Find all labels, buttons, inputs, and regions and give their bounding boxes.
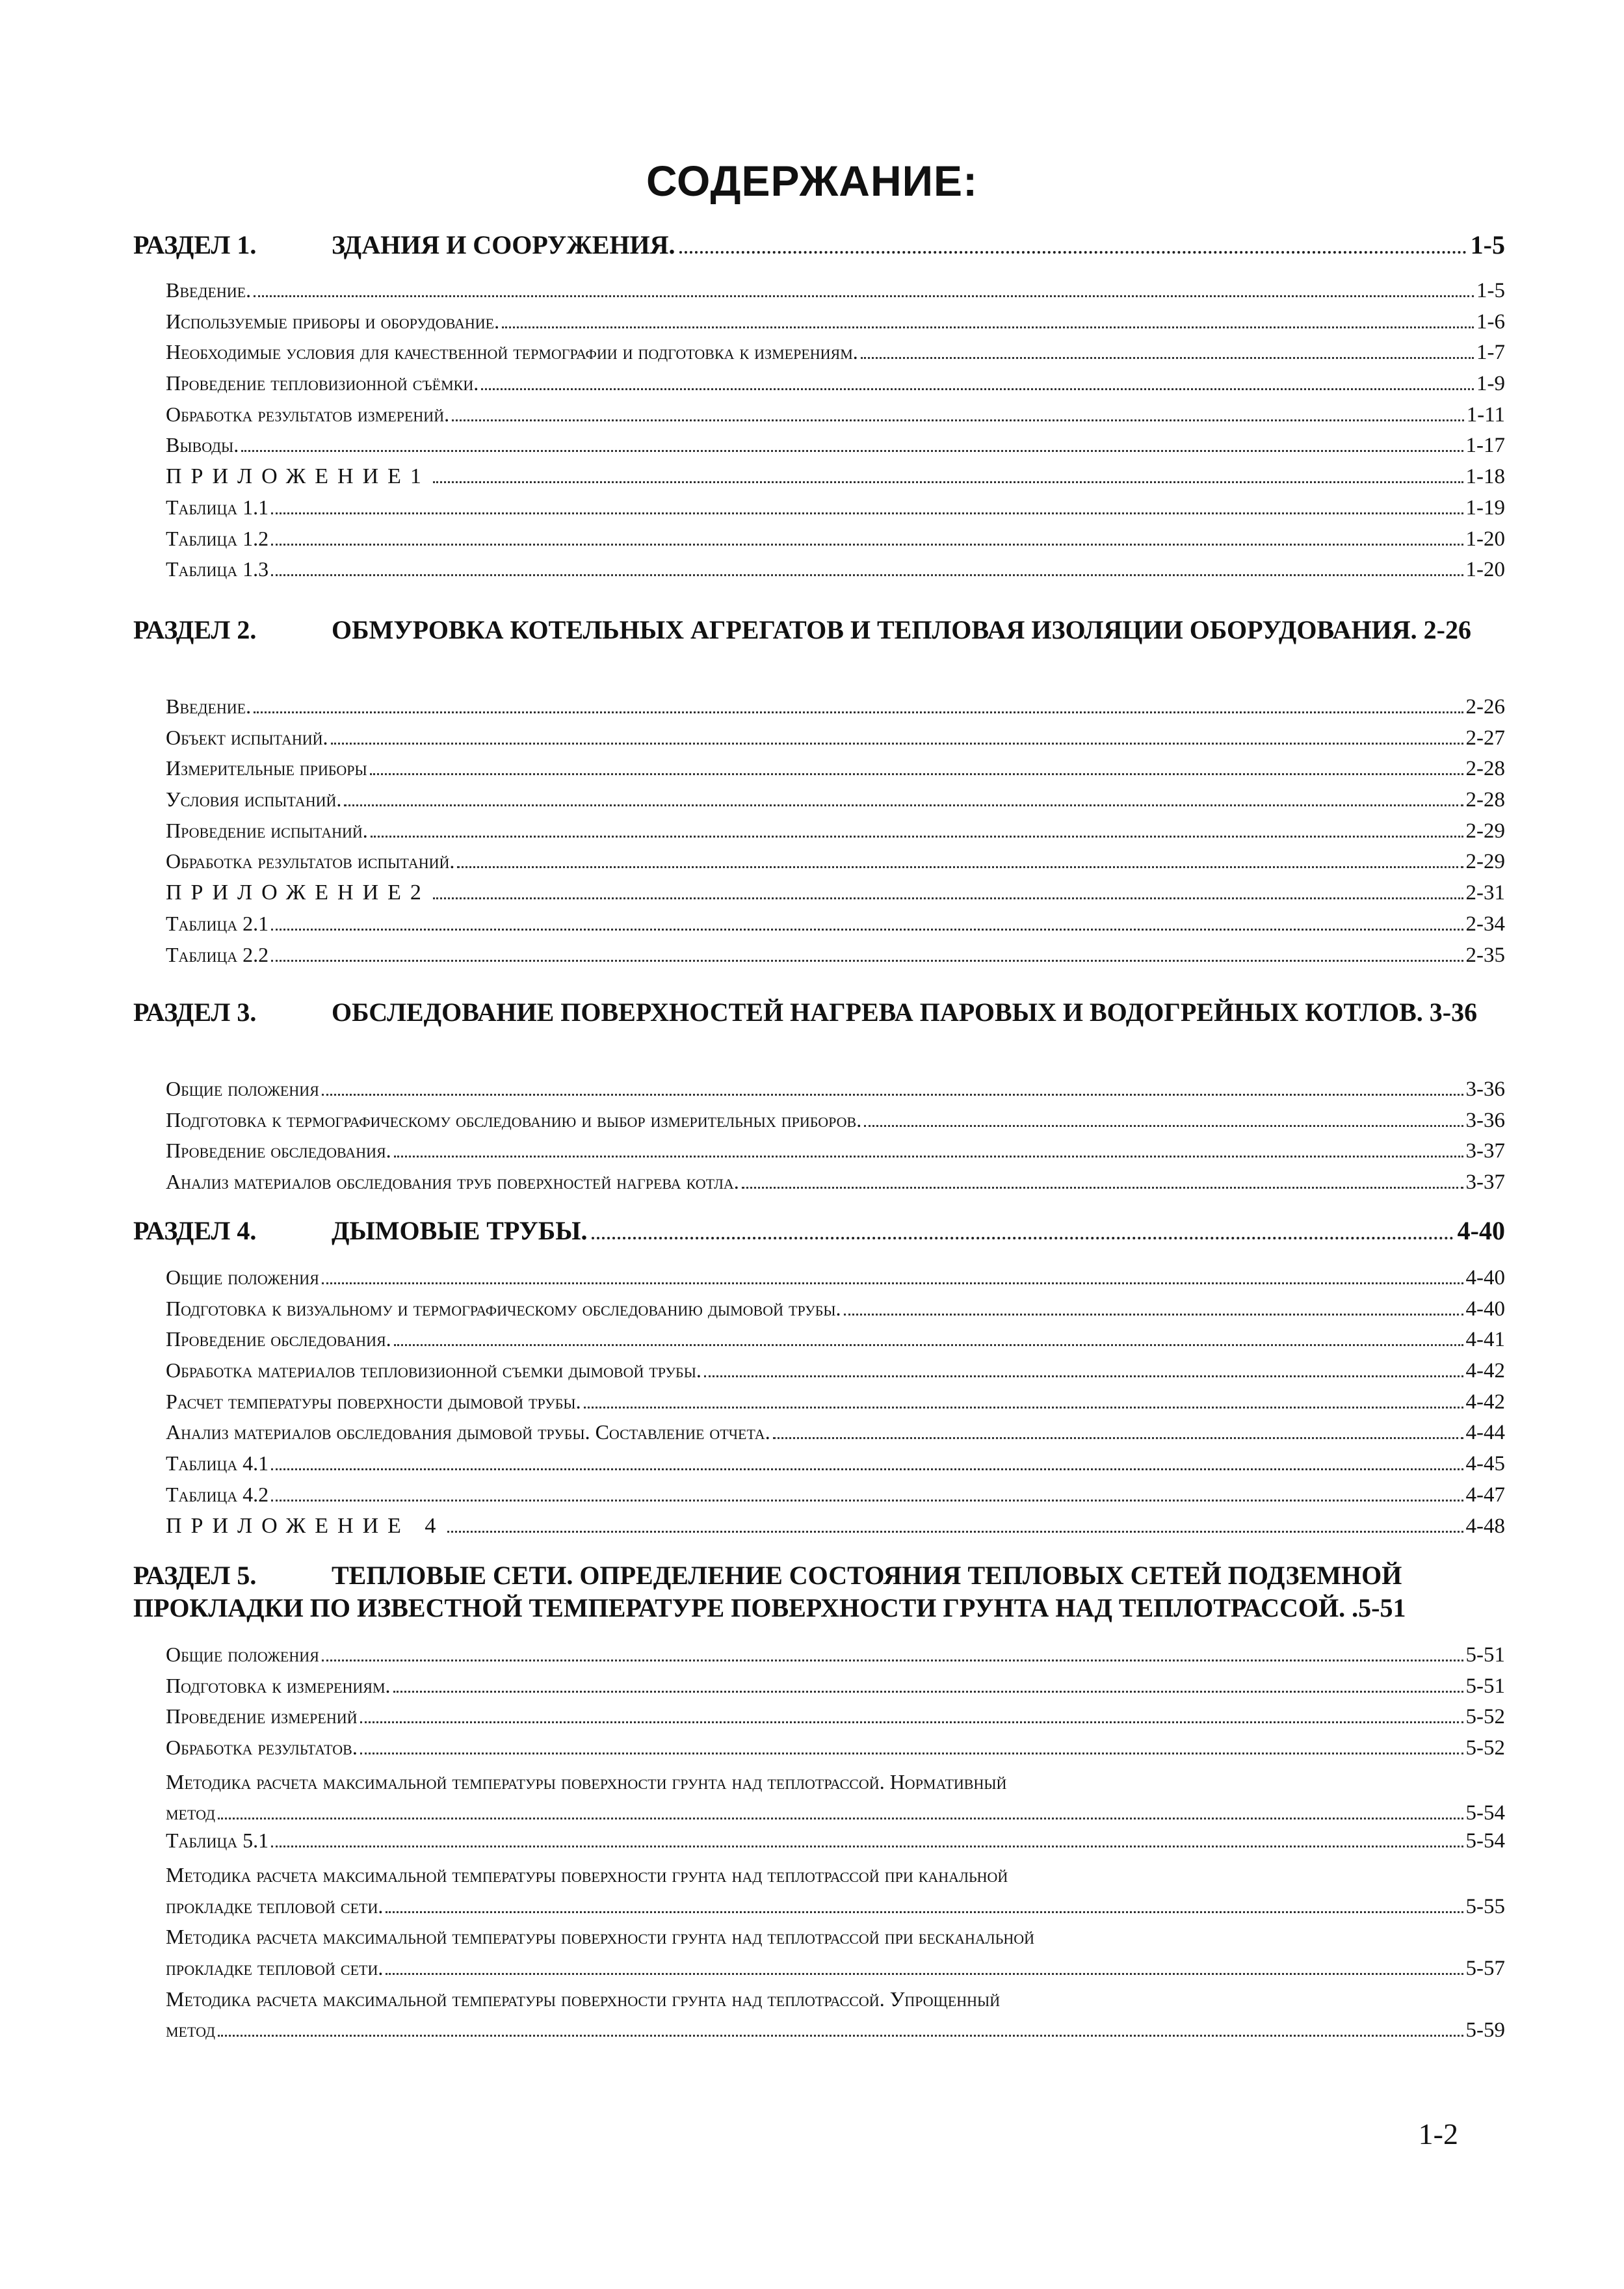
entry-title: Таблица 5.1 [166, 1829, 269, 1853]
dot-leader [502, 326, 1474, 328]
section-number: РАЗДЕЛ 4. [133, 1216, 257, 1245]
entry-title: Общие положения [166, 1077, 319, 1100]
entry-page: 3-37 [1465, 1171, 1505, 1195]
dot-leader [322, 1660, 1463, 1661]
entry-title: Проведение обследования. [166, 1327, 391, 1351]
entry-page: 3-37 [1465, 1139, 1505, 1163]
entry-page: 5-51 [1465, 1674, 1505, 1698]
entry-title: Проведение измерений [166, 1704, 358, 1728]
entry-title: Общие положения [166, 1265, 319, 1289]
entry-page: 4-40 [1465, 1297, 1505, 1321]
section-title: ЗДАНИЯ И СООРУЖЕНИЯ. [332, 230, 675, 259]
dot-leader [447, 1531, 1463, 1533]
entry-page: 4-44 [1465, 1421, 1505, 1445]
toc-entry[interactable] [166, 1108, 1505, 1139]
dot-leader [679, 229, 1467, 254]
dot-leader [271, 1500, 1463, 1502]
entry-page: 3-36 [1465, 1108, 1505, 1132]
toc-entry[interactable] [166, 527, 1505, 558]
toc-entry[interactable] [166, 1514, 1505, 1545]
page-number: 1-2 [1418, 2117, 1458, 2150]
toc-entry[interactable] [166, 787, 1505, 819]
toc-entry[interactable] [166, 340, 1505, 371]
dot-leader [393, 1691, 1463, 1693]
section-title: ОБМУРОВКА КОТЕЛЬНЫХ АГРЕГАТОВ И ТЕПЛОВАЯ ИЗОЛЯЦИИ ОБОРУДОВАНИЯ. 2-26 [332, 615, 1471, 644]
entry-title: Таблица 1.3 [166, 557, 269, 581]
entry-title: Подготовка к термографическому обследованию и выбор измерительных приборов. [166, 1107, 862, 1131]
dot-leader [844, 1314, 1463, 1316]
toc-entry[interactable] [166, 1829, 1505, 1860]
entry-title: Таблица 2.1 [166, 911, 269, 935]
entry-page: 4-48 [1465, 1514, 1505, 1538]
entry-page: 1-18 [1465, 465, 1505, 489]
toc-entry[interactable] [166, 371, 1505, 403]
toc-entry[interactable] [166, 726, 1505, 757]
toc-entry[interactable] [166, 849, 1505, 880]
toc-entry[interactable] [166, 1674, 1505, 1705]
entry-page: 5-57 [1465, 1956, 1505, 1980]
toc-entry[interactable] [166, 496, 1505, 527]
entry-title: ПРИЛОЖЕНИЕ1 [166, 464, 430, 489]
dot-leader [742, 1187, 1463, 1189]
entry-page: 5-54 [1465, 1829, 1505, 1853]
section-heading-4[interactable] [133, 1215, 1505, 1247]
entry-page: 4-40 [1465, 1266, 1505, 1290]
entry-page: 4-45 [1465, 1452, 1505, 1476]
toc-entry[interactable] [166, 557, 1505, 589]
toc-entry[interactable] [166, 912, 1505, 943]
toc-entry[interactable] [166, 1139, 1505, 1170]
section-heading-5[interactable] [133, 1559, 1505, 1624]
dot-leader [452, 419, 1464, 421]
section-number: РАЗДЕЛ 5. [133, 1561, 257, 1590]
entry-page: 3-36 [1465, 1078, 1505, 1101]
dot-leader [861, 357, 1474, 359]
dot-leader [360, 1721, 1463, 1723]
entry-title: ПРИЛОЖЕНИЕ 4 [166, 1513, 445, 1538]
entry-title-line1: Методика расчета максимальной температуры поверхности грунта над теплотрассой. Упрощенный [166, 1987, 1001, 2011]
dot-leader [371, 836, 1463, 838]
entry-title: Подготовка к визуальному и термографическому обследованию дымовой трубы. [166, 1296, 841, 1320]
dot-leader [218, 1818, 1463, 1819]
section-number: РАЗДЕЛ 1. [133, 230, 257, 259]
toc-entry[interactable] [166, 1451, 1505, 1483]
section-title: ОБСЛЕДОВАНИЕ ПОВЕРХНОСТЕЙ НАГРЕВА ПАРОВЫХ И ВОДОГРЕЙНЫХ КОТЛОВ. 3-36 [332, 998, 1478, 1027]
dot-leader [344, 804, 1463, 806]
entry-title: Обработка материалов тепловизионной съемки дымовой трубы. [166, 1358, 701, 1383]
dot-leader [254, 295, 1474, 297]
entry-page: 2-35 [1465, 943, 1505, 967]
dot-leader [433, 481, 1463, 483]
toc-entry[interactable] [166, 1767, 1505, 1829]
entry-page: 4-42 [1465, 1390, 1505, 1414]
entry-title-line1: Методика расчета максимальной температуры поверхности грунта над теплотрассой. Нормативный [166, 1769, 1007, 1793]
dot-leader [322, 1282, 1463, 1284]
entry-title: Таблица 4.2 [166, 1482, 269, 1506]
entry-title-line1: Методика расчета максимальной температуры поверхности грунта над теплотрассой при бесканальной [166, 1925, 1035, 1949]
entry-page: 1-17 [1465, 434, 1505, 458]
entry-title: метод [166, 2018, 215, 2042]
entry-page: 2-29 [1465, 850, 1505, 874]
toc-entry[interactable] [166, 1077, 1505, 1108]
toc-entry[interactable] [166, 819, 1505, 850]
dot-leader [218, 2035, 1463, 2037]
entry-page: 1-20 [1465, 558, 1505, 582]
entry-title: метод [166, 1801, 215, 1825]
entry-title: Условия испытаний. [166, 787, 342, 812]
dot-leader [271, 1468, 1463, 1470]
toc-entry[interactable] [166, 310, 1505, 341]
dot-leader [394, 1344, 1463, 1346]
section-4-entries [166, 1265, 1505, 1544]
entry-title: Измерительные приборы [166, 756, 367, 780]
dot-leader [394, 1156, 1463, 1158]
toc-entry[interactable] [166, 1922, 1505, 1983]
entry-page: 1-5 [1476, 279, 1505, 302]
toc-entry[interactable] [166, 1704, 1505, 1736]
entry-page: 2-26 [1465, 695, 1505, 719]
section-heading-3[interactable] [133, 996, 1505, 1029]
dot-leader [481, 388, 1474, 390]
dot-leader [360, 1753, 1463, 1754]
toc-entry[interactable] [166, 1358, 1505, 1390]
dot-leader [322, 1094, 1463, 1096]
dot-leader [864, 1125, 1463, 1127]
entry-page: 2-29 [1465, 819, 1505, 843]
dot-leader [241, 450, 1463, 452]
entry-page: 2-31 [1465, 881, 1505, 905]
section-page: 1-5 [1470, 230, 1505, 259]
entry-page: 5-54 [1465, 1801, 1505, 1825]
toc-entry[interactable] [166, 1297, 1505, 1328]
entry-page: 5-51 [1465, 1643, 1505, 1667]
toc-entry[interactable] [166, 1420, 1505, 1451]
section-number: РАЗДЕЛ 3. [133, 998, 257, 1027]
entry-title: Подготовка к измерениям. [166, 1673, 391, 1697]
toc-entry[interactable] [166, 1390, 1505, 1421]
dot-leader [331, 743, 1463, 745]
page-title: СОДЕРЖАНИЕ: [646, 157, 978, 205]
entry-page: 1-11 [1466, 403, 1505, 427]
entry-title: прокладке тепловой сети. [166, 1955, 384, 1979]
entry-title: Используемые приборы и оборудование. [166, 309, 500, 333]
dot-leader [592, 1215, 1454, 1239]
entry-page: 1-6 [1476, 310, 1505, 334]
section-1-entries [166, 278, 1505, 589]
dot-leader [584, 1407, 1463, 1409]
entry-title: Таблица 2.2 [166, 942, 269, 966]
entry-page: 2-27 [1465, 726, 1505, 750]
section-heading-1[interactable] [133, 229, 1505, 261]
entry-title: Выводы. [166, 433, 239, 457]
entry-title: Общие положения [166, 1643, 319, 1666]
dot-leader [271, 512, 1463, 514]
entry-title: Обработка результатов. [166, 1736, 358, 1760]
toc-entry[interactable] [166, 880, 1505, 912]
entry-title: Введение. [166, 695, 252, 718]
entry-page: 2-34 [1465, 912, 1505, 936]
toc-entry[interactable] [166, 1170, 1505, 1201]
entry-title: Анализ материалов обследования дымовой трубы. Составление отчета. [166, 1420, 770, 1444]
section-title: ДЫМОВЫЕ ТРУБЫ. [332, 1216, 588, 1245]
toc-entry[interactable] [166, 695, 1505, 726]
entry-page: 1-9 [1476, 372, 1505, 396]
dot-leader [271, 1846, 1463, 1847]
toc-entry[interactable] [166, 278, 1505, 310]
entry-title: Объект испытаний. [166, 725, 328, 749]
entry-title: Проведение тепловизионной съёмки. [166, 371, 479, 395]
entry-page: 5-55 [1465, 1894, 1505, 1918]
entry-title-line1: Методика расчета максимальной температуры поверхности грунта над теплотрассой при канальной [166, 1862, 1008, 1886]
entry-title: Необходимые условия для качественной термографии и подготовка к измерениям. [166, 340, 858, 364]
dot-leader [457, 866, 1463, 868]
entry-title: Расчет температуры поверхности дымовой трубы. [166, 1389, 581, 1413]
entry-title: Обработка результатов измерений. [166, 402, 450, 426]
entry-page: 5-59 [1465, 2018, 1505, 2043]
entry-page: 2-28 [1465, 788, 1505, 812]
toc-entry[interactable] [166, 1860, 1505, 1922]
toc-entry[interactable] [166, 464, 1505, 496]
toc-entry[interactable] [166, 1483, 1505, 1514]
entry-page: 4-47 [1465, 1483, 1505, 1507]
dot-leader [370, 773, 1463, 775]
dot-leader [271, 929, 1463, 931]
toc-entry[interactable] [166, 1265, 1505, 1297]
entry-page: 4-41 [1465, 1328, 1505, 1352]
toc-entry[interactable] [166, 1736, 1505, 1767]
toc-entry[interactable] [166, 1643, 1505, 1674]
entry-title: Обработка результатов испытаний. [166, 849, 455, 873]
section-heading-2[interactable] [133, 614, 1505, 646]
section-page: 4-40 [1457, 1216, 1505, 1245]
entry-page: 1-20 [1465, 527, 1505, 551]
entry-title: Анализ материалов обследования труб поверхностей нагрева котла. [166, 1170, 739, 1194]
entry-page: 1-7 [1476, 341, 1505, 365]
entry-title: Проведение обследования. [166, 1139, 391, 1163]
toc-entry[interactable] [166, 756, 1505, 787]
section-3-entries [166, 1077, 1505, 1201]
toc-entry[interactable] [166, 1984, 1505, 2046]
entry-title: Таблица 1.2 [166, 526, 269, 550]
entry-page: 5-52 [1465, 1705, 1505, 1729]
dot-leader [271, 544, 1463, 546]
toc-entry[interactable] [166, 943, 1505, 974]
dot-leader [271, 574, 1463, 576]
entry-title: прокладке тепловой сети. [166, 1894, 384, 1918]
dot-leader [704, 1375, 1463, 1377]
entry-page: 2-28 [1465, 757, 1505, 781]
toc-entry[interactable] [166, 1327, 1505, 1358]
entry-page: 4-42 [1465, 1359, 1505, 1383]
toc-entry[interactable] [166, 403, 1505, 434]
section-5-entries [166, 1643, 1505, 2046]
toc-entry[interactable] [166, 433, 1505, 464]
section-number: РАЗДЕЛ 2. [133, 615, 257, 644]
dot-leader [386, 1973, 1463, 1975]
dot-leader [433, 897, 1463, 899]
dot-leader [386, 1911, 1463, 1913]
section-2-entries [166, 695, 1505, 973]
dot-leader [271, 960, 1463, 962]
entry-page: 5-52 [1465, 1736, 1505, 1760]
entry-title: Таблица 4.1 [166, 1451, 269, 1475]
entry-page: 1-19 [1465, 496, 1505, 520]
dot-leader [773, 1437, 1463, 1439]
entry-title: Таблица 1.1 [166, 495, 269, 519]
entry-title: ПРИЛОЖЕНИЕ2 [166, 880, 430, 905]
dot-leader [254, 711, 1463, 713]
section-title: ТЕПЛОВЫЕ СЕТИ. ОПРЕДЕЛЕНИЕ СОСТОЯНИЯ ТЕПЛОВЫХ СЕТЕЙ ПОДЗЕМНОЙ ПРОКЛАДКИ ПО ИЗВЕСТНОЙ ТЕМПЕРАТУРЕ ПОВЕРХНОСТИ ГРУНТА НАД ТЕПЛОТРАССОЙ. .5-51 [133, 1561, 1406, 1622]
entry-title: Проведение испытаний. [166, 818, 368, 842]
entry-title: Введение. [166, 278, 252, 302]
